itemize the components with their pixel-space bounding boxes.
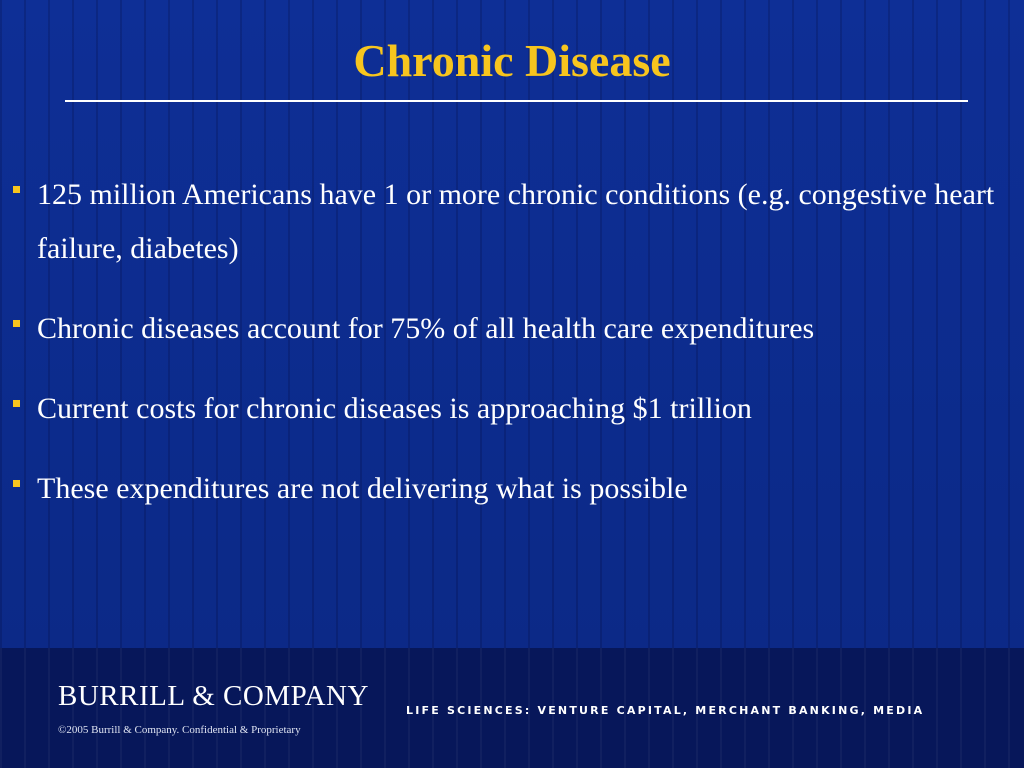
bullet-text: Current costs for chronic diseases is approaching $1 trillion [37,392,752,425]
bullet-item [10,168,1000,276]
slide-title: Chronic Disease [353,35,671,86]
company-tagline: LIFE SCIENCES: VENTURE CAPITAL, MERCHANT BANKING, MEDIA [406,704,925,717]
bullet-square-icon [13,320,20,327]
bullet-square-icon [13,400,20,407]
company-logo: BURRILL & COMPANY [58,680,369,712]
bullet-square-icon [13,480,20,487]
footer-band [0,648,1024,768]
bullet-list [10,168,1000,542]
bullet-text: 125 million Americans have 1 or more chronic conditions (e.g. congestive heart failure, diabetes) [37,178,995,265]
bullet-text: Chronic diseases account for 75% of all health care expenditures [37,312,815,345]
bullet-item [10,302,1000,356]
bullet-item [10,462,1000,516]
bullet-text: These expenditures are not delivering what is possible [37,472,688,505]
title-divider [65,100,968,102]
copyright-notice: ©2005 Burrill & Company. Confidential & Proprietary [58,724,301,736]
bullet-square-icon [13,186,20,193]
bullet-item [10,382,1000,436]
